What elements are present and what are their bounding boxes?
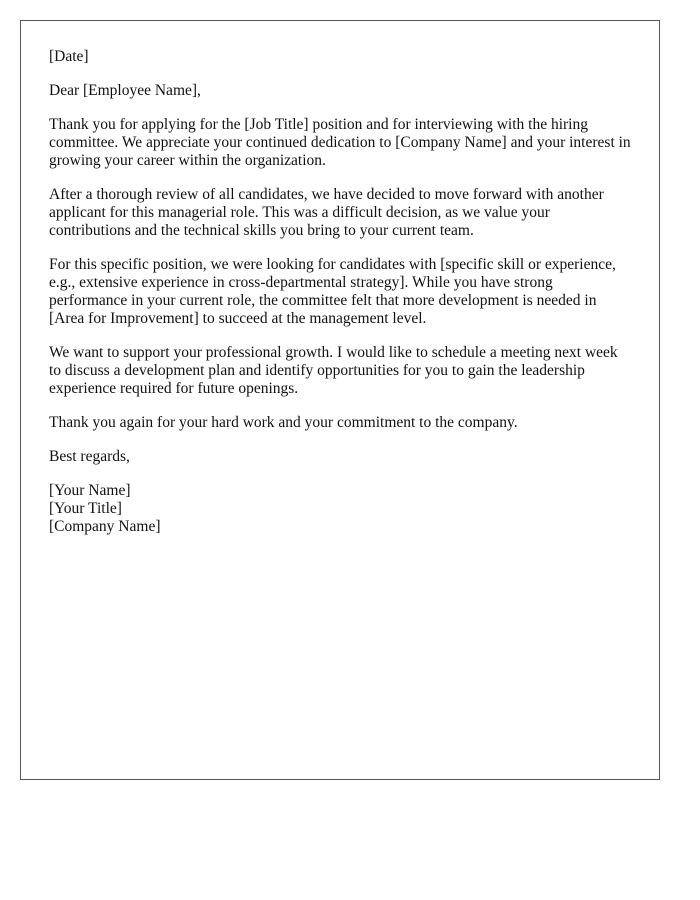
letter-date: [Date]	[49, 48, 89, 65]
signature-block	[49, 482, 632, 536]
letter-paragraph: Thank you for applying for the [Job Title] position and for interviewing with the hiring committee. We appreciate your continued dedication to [Company Name] and your interest in growing your career within the organization.	[49, 116, 631, 169]
letter-paragraph: After a thorough review of all candidates, we have decided to move forward with another applicant for this managerial role. This was a difficult decision, as we value your contributions and the technical skills you bring to your current team.	[49, 186, 604, 239]
signature-name: [Your Name]	[49, 482, 131, 499]
signature-title: [Your Title]	[49, 500, 122, 517]
letter-closing: Best regards,	[49, 448, 130, 465]
letter-page	[20, 20, 660, 780]
letter-salutation: Dear [Employee Name],	[49, 82, 201, 99]
letter-paragraph: We want to support your professional growth. I would like to schedule a meeting next week to discuss a development plan and identify opportunities for you to gain the leadership experience required for future openings.	[49, 344, 618, 397]
letter-paragraph: For this specific position, we were looking for candidates with [specific skill or experience, e.g., extensive experience in cross-departmental strategy]. While you have strong performance in your current role, the committee felt that more development is needed in [Area for Improvement] to succeed at the management level.	[49, 256, 616, 327]
letter-paragraph: Thank you again for your hard work and your commitment to the company.	[49, 414, 518, 431]
signature-company: [Company Name]	[49, 518, 161, 535]
